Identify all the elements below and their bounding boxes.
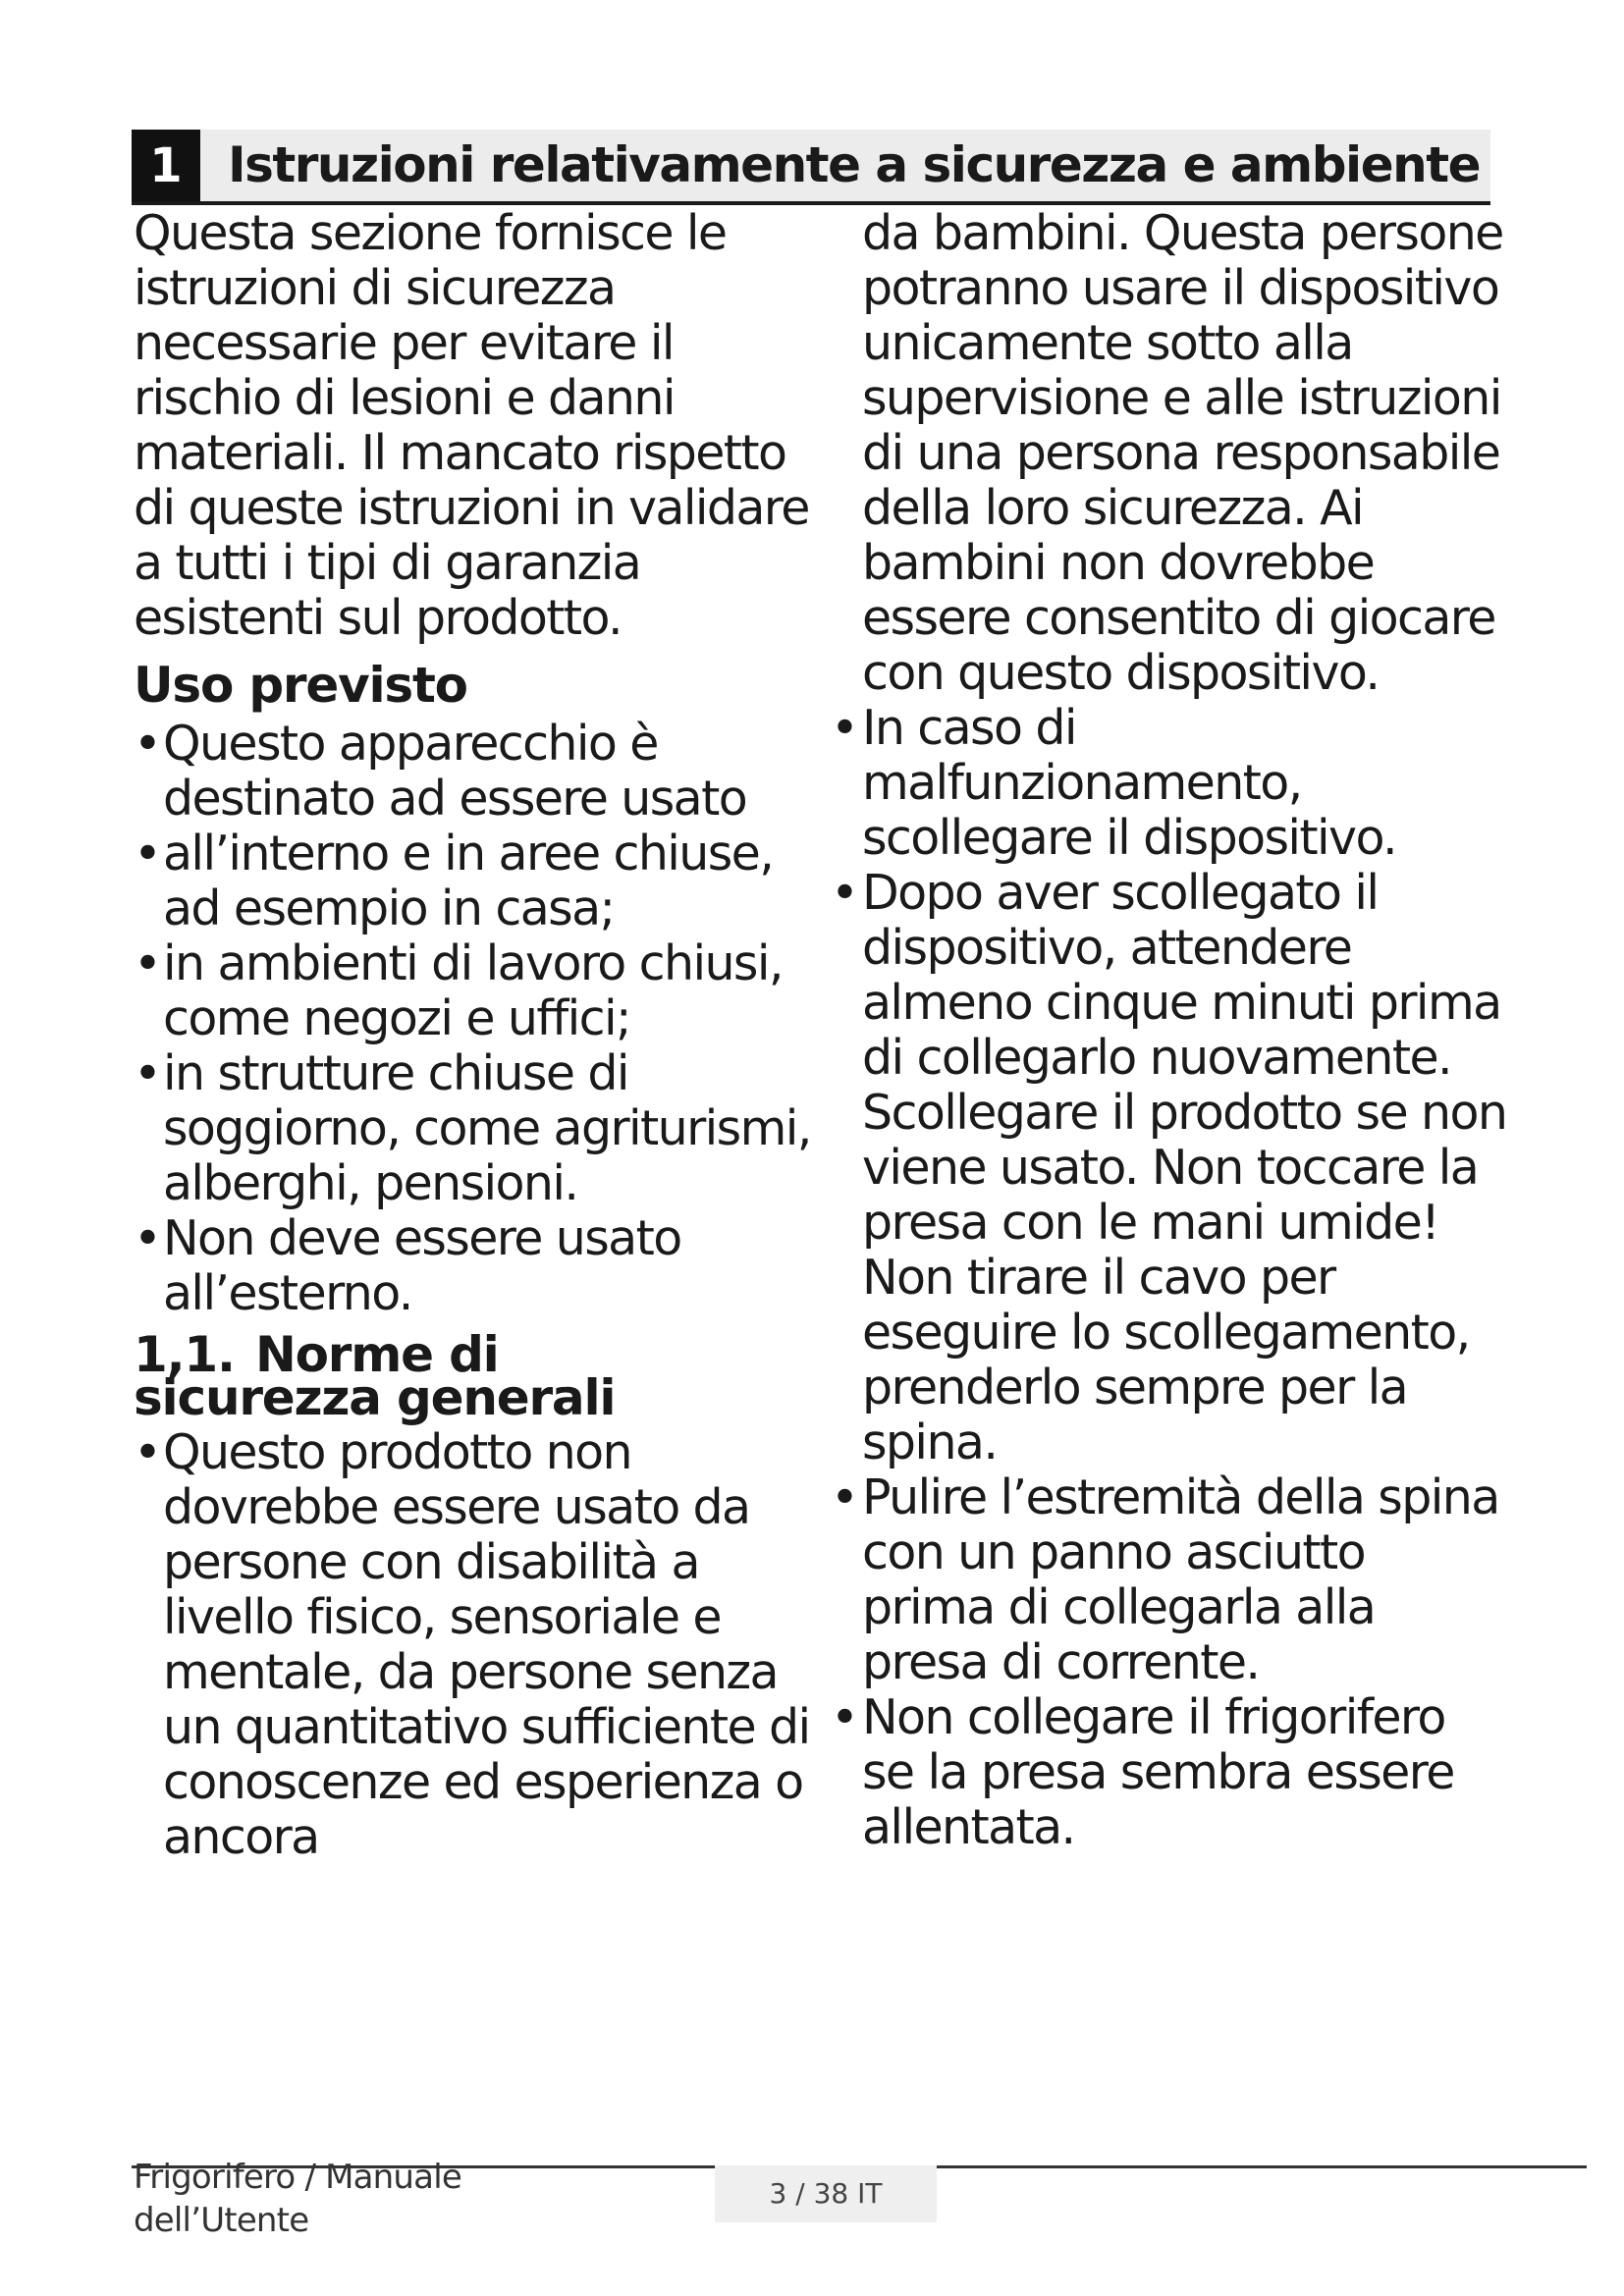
- list-item: • all’interno e in aree chiuse, ad esempio in casa;: [134, 827, 811, 936]
- footer-document-title: [134, 2156, 556, 2242]
- page-number: 3 / 38 IT: [715, 2165, 937, 2222]
- right-column: [862, 206, 1510, 1855]
- list-item: • Questo prodotto non dovrebbe essere usato da persone con disabilità a livello fisico, sensoriale e mentale, da persone senza un quantitativo sufficiente di conoscenze ed esperienza o ancora: [134, 1425, 811, 1865]
- subsection-title-line1: Norme di: [255, 1326, 499, 1383]
- general-safety-heading: [134, 1326, 811, 1426]
- list-item: • Non collegare il frigorifero se la presa sembra essere allentata.: [862, 1690, 1510, 1855]
- section-number: 1: [132, 130, 200, 201]
- left-column: [134, 206, 811, 1865]
- intended-use-heading: Uso previsto: [134, 657, 467, 714]
- list-item: • Pulire l’estremità della spina con un panno asciutto prima di collegarla alla presa di corrente.: [862, 1470, 1510, 1690]
- general-safety-list-continued: [862, 701, 1510, 1855]
- list-item: • in strutture chiuse di soggiorno, come agriturismi, alberghi, pensioni.: [134, 1046, 811, 1211]
- subsection-title-line2: sicurezza generali: [134, 1369, 616, 1426]
- intended-use-list: [134, 717, 811, 1321]
- list-item: • Dopo aver scollegato il dispositivo, attendere almeno cinque minuti prima di collegarlo nuovamente. Scollegare il prodotto se non viene usato. Non toccare la presa con le mani umide! Non tirare il cavo per eseguire lo scollegamento, prenderlo sempre per la spina.: [862, 866, 1510, 1470]
- general-safety-list: [134, 1425, 811, 1865]
- section-header: [132, 130, 1490, 205]
- list-item: • Non deve essere usato all’esterno.: [134, 1211, 811, 1321]
- list-item: • in ambienti di lavoro chiusi, come negozi e uffici;: [134, 936, 811, 1046]
- footer-title-line2: dell’Utente: [134, 2201, 309, 2240]
- subsection-number: 1,1.: [134, 1326, 235, 1383]
- list-item-continuation: da bambini. Questa persone potranno usare il dispositivo unicamente sotto alla supervisione e alle istruzioni di una persona responsabile della loro sicurezza. Ai bambini non dovrebbe essere consentito di giocare con questo dispositivo.: [862, 205, 1503, 701]
- section-title: Istruzioni relativamente a sicurezza e ambiente: [228, 136, 1481, 193]
- list-item: • In caso di malfunzionamento, scollegare il dispositivo.: [862, 701, 1510, 866]
- list-item: • Questo apparecchio è destinato ad essere usato: [134, 717, 811, 827]
- footer-title-line1: Frigorifero / Manuale: [134, 2158, 461, 2197]
- intro-paragraph: Questa sezione fornisce le istruzioni di sicurezza necessarie per evitare il rischio di lesioni e danni materiali. Il mancato rispetto di queste istruzioni in validare a tutti i tipi di garanzia esistenti sul prodotto.: [134, 205, 809, 646]
